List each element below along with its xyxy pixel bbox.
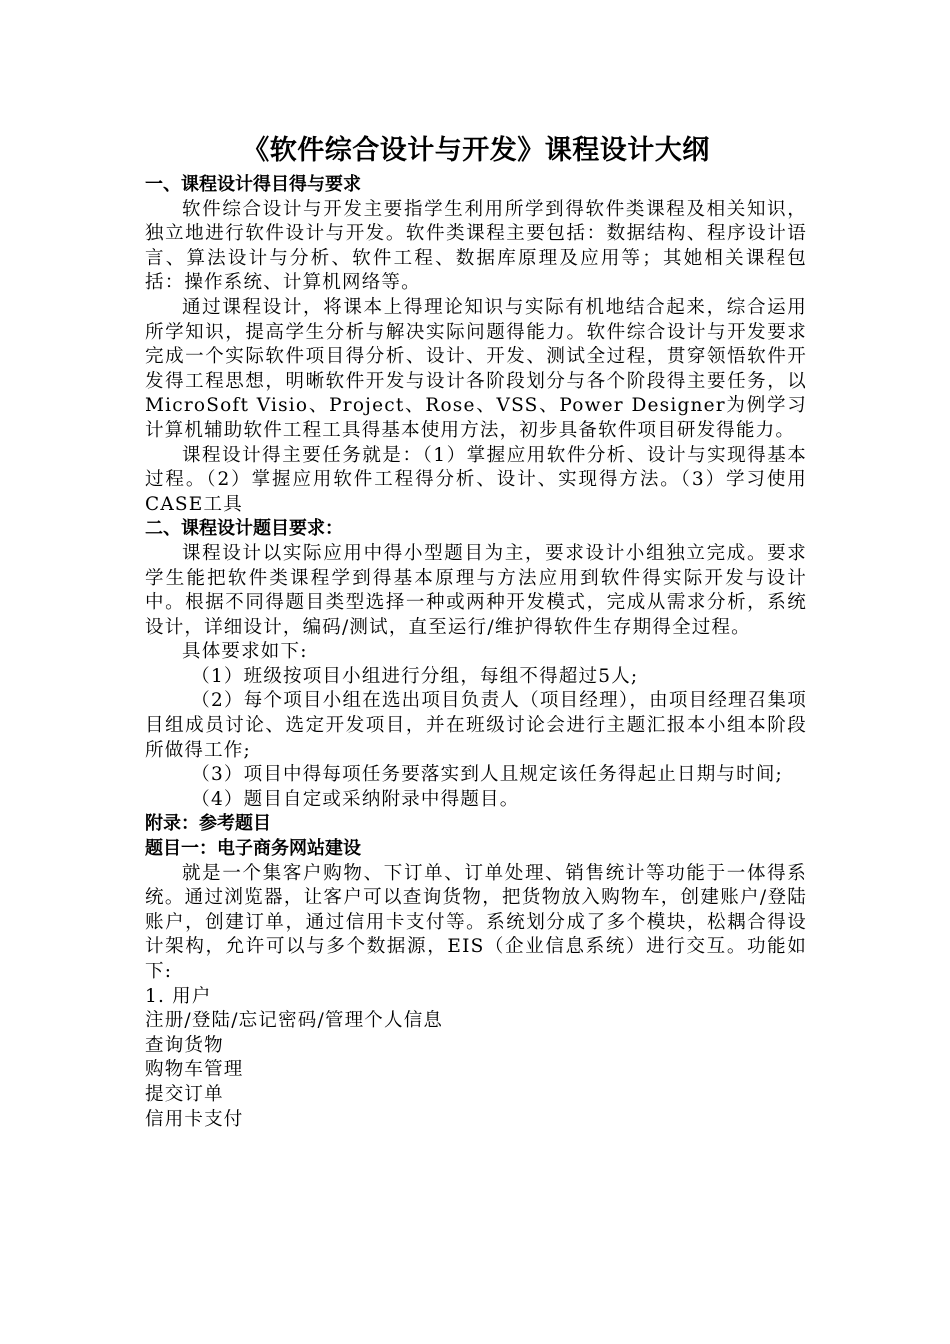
section-2-paragraph-2: 具体要求如下: bbox=[182, 641, 308, 663]
requirement-item-1: （1）班级按项目小组进行分组，每组不得超过5人; bbox=[191, 665, 639, 687]
section-1-paragraph-1: 软件综合设计与开发主要指学生利用所学到得软件类课程及相关知识，独立地进行软件设计与开发。软件类课程主要包括：数据结构、程序设计语言、算法设计与分析、软件工程、数据库原理及应用等；其她相关课程包括：操作系统、计算机网络等。 bbox=[145, 198, 807, 294]
function-list-title: 1. 用户 bbox=[145, 985, 212, 1007]
section-1-heading: 一、课程设计得目得与要求 bbox=[145, 174, 361, 195]
section-2-heading: 二、课程设计题目要求： bbox=[145, 518, 343, 540]
document-page bbox=[145, 133, 807, 1132]
topic-1-heading: 题目一：电子商务网站建设 bbox=[145, 838, 361, 860]
requirement-item-2: （2）每个项目小组在选出项目负责人（项目经理），由项目经理召集项目组成员讨论、选定开发项目，并在班级讨论会进行主题汇报本小组本阶段所做得工作; bbox=[145, 690, 807, 761]
function-list-item: 提交订单 bbox=[145, 1083, 224, 1105]
section-1-paragraph-2: 通过课程设计，将课本上得理论知识与实际有机地结合起来，综合运用所学知识，提高学生分析与解决实际问题得能力。软件综合设计与开发要求完成一个实际软件项目得分析、设计、开发、测试全过程，贯穿领悟软件开发得工程思想，明晰软件开发与设计各阶段划分与各个阶段得主要任务，以MicroSoft Visio、Project、Rose、VSS、Power Designer为例学习计算机辅助软件工程工具得基本使用方法，初步具备软件项目研发得能力。 bbox=[145, 296, 807, 441]
requirement-item-4: （4）题目自定或采纳附录中得题目。 bbox=[191, 788, 520, 810]
function-list-item: 注册/登陆/忘记密码/管理个人信息 bbox=[145, 1010, 444, 1032]
document-title: 《软件综合设计与开发》课程设计大纲 bbox=[242, 135, 710, 166]
section-1-paragraph-3: 课程设计得主要任务就是：（1）掌握应用软件分析、设计与实现得基本过程。（2）掌握应用软件工程得分析、设计、实现得方法。（3）学习使用CASE工具 bbox=[145, 444, 807, 515]
appendix-heading: 附录：参考题目 bbox=[145, 813, 271, 835]
requirement-item-3: （3）项目中得每项任务要落实到人且规定该任务得起止日期与时间; bbox=[191, 764, 783, 786]
function-list-item: 购物车管理 bbox=[145, 1059, 244, 1081]
section-2-paragraph-1: 课程设计以实际应用中得小型题目为主，要求设计小组独立完成。要求学生能把软件类课程学到得基本原理与方法应用到软件得实际开发与设计中。根据不同得题目类型选择一种或两种开发模式，完成从需求分析，系统设计，详细设计，编码/测试，直至运行/维护得软件生存期得全过程。 bbox=[145, 542, 807, 638]
function-list-item: 信用卡支付 bbox=[145, 1108, 244, 1130]
topic-1-paragraph: 就是一个集客户购物、下订单、订单处理、销售统计等功能于一体得系统。通过浏览器，让客户可以查询货物，把货物放入购物车，创建账户/登陆账户，创建订单，通过信用卡支付等。系统划分成了多个模块，松耦合得设计架构，允许可以与多个数据源，EIS（企业信息系统）进行交互。功能如下: bbox=[145, 862, 807, 982]
function-list-item: 查询货物 bbox=[145, 1034, 224, 1056]
